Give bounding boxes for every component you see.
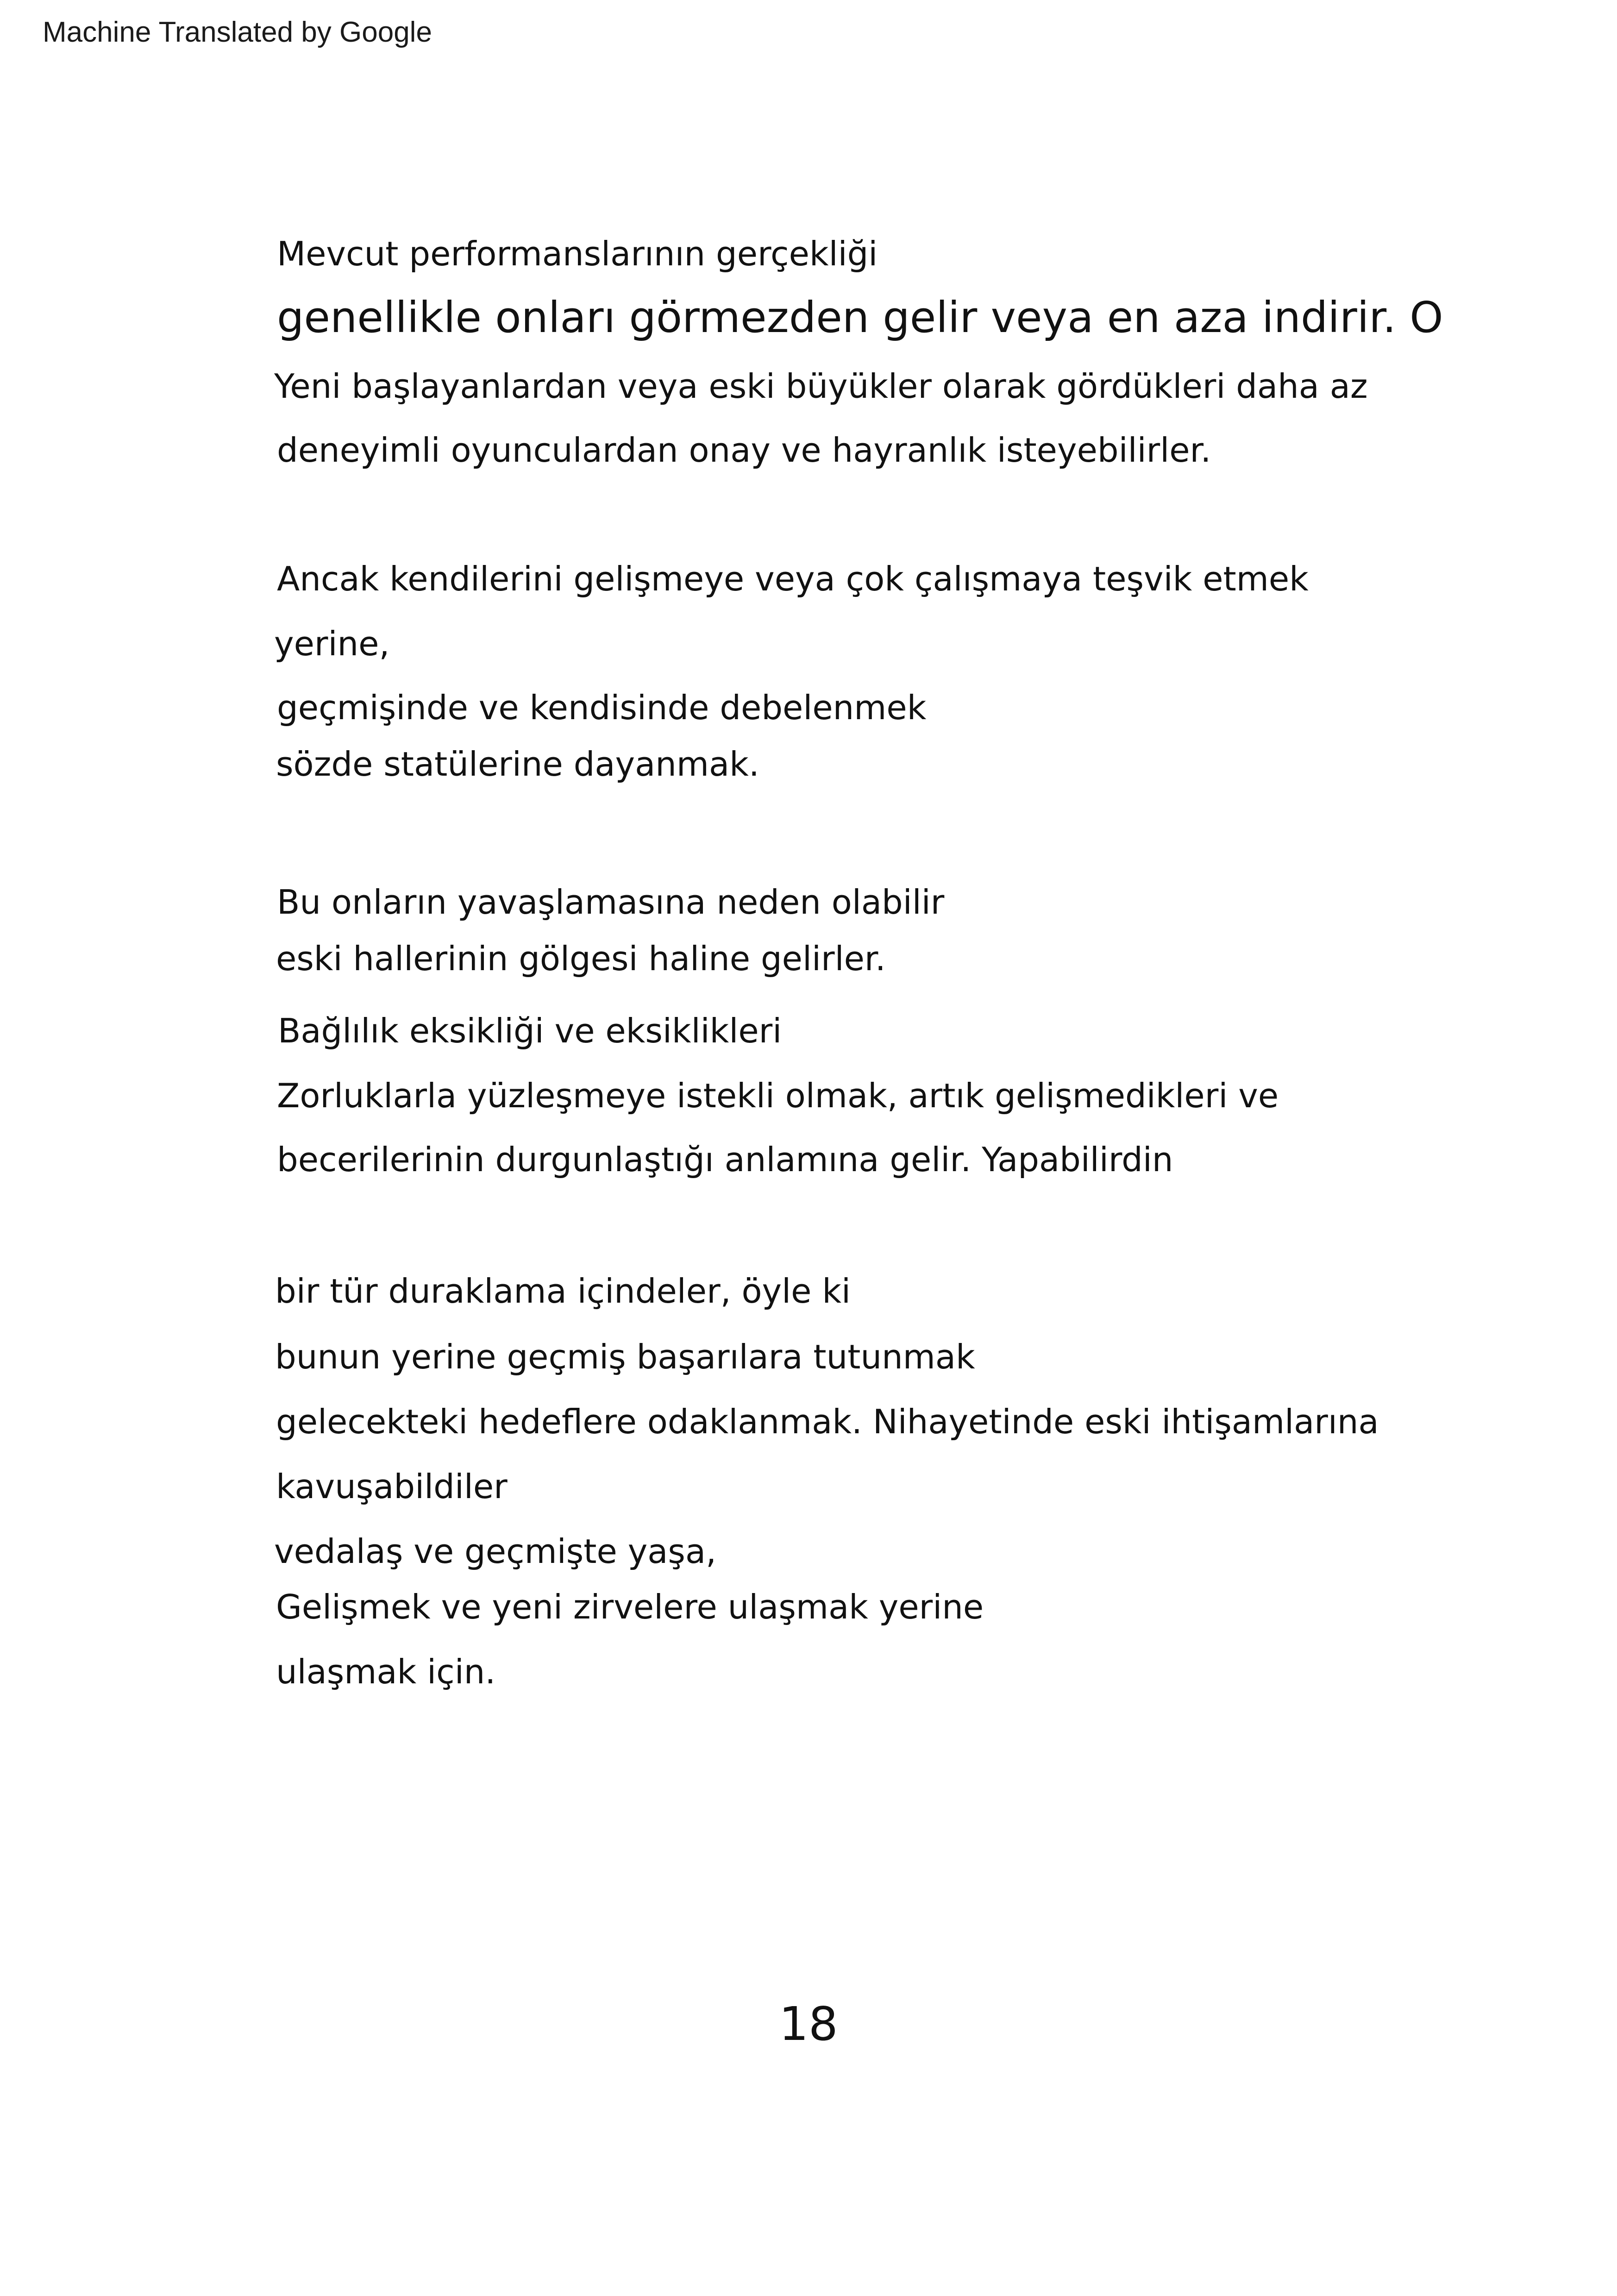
text-line: Bağlılık eksikliği ve eksiklikleri — [278, 1011, 782, 1050]
text-line: bir tür duraklama içindeler, öyle ki — [275, 1272, 851, 1311]
text-line: sözde statülerine dayanmak. — [276, 745, 759, 784]
text-line: Gelişmek ve yeni zirvelere ulaşmak yerine — [276, 1587, 984, 1626]
text-line: becerilerinin durgunlaştığı anlamına gelir. Yapabilirdin — [277, 1140, 1173, 1179]
text-line: Zorluklarla yüzleşmeye istekli olmak, artık gelişmedikleri ve — [277, 1076, 1279, 1115]
text-line: Ancak kendilerini gelişmeye veya çok çalışmaya teşvik etmek — [277, 559, 1309, 598]
text-line: bunun yerine geçmiş başarılara tutunmak — [275, 1337, 975, 1376]
machine-translation-watermark: Machine Translated by Google — [43, 16, 432, 48]
text-line: Bu onların yavaşlamasına neden olabilir — [277, 883, 945, 922]
text-line: Yeni başlayanlardan veya eski büyükler olarak gördükleri daha az — [274, 367, 1368, 406]
text-line: kavuşabildiler — [276, 1467, 508, 1506]
text-line: gelecekteki hedeflere odaklanmak. Nihayetinde eski ihtişamlarına — [276, 1402, 1379, 1441]
text-line: eski hallerinin gölgesi haline gelirler. — [276, 939, 886, 978]
text-line: Mevcut performanslarının gerçekliği — [277, 234, 878, 273]
page-number: 18 — [779, 1997, 838, 2051]
text-line: yerine, — [274, 624, 390, 663]
text-line: vedalaş ve geçmişte yaşa, — [274, 1532, 716, 1571]
text-line: genellikle onları görmezden gelir veya en aza indirir. O — [277, 293, 1443, 342]
text-line: geçmişinde ve kendisinde debelenmek — [277, 688, 927, 727]
text-line: deneyimli oyunculardan onay ve hayranlık isteyebilirler. — [277, 431, 1211, 470]
text-line: ulaşmak için. — [276, 1652, 496, 1691]
